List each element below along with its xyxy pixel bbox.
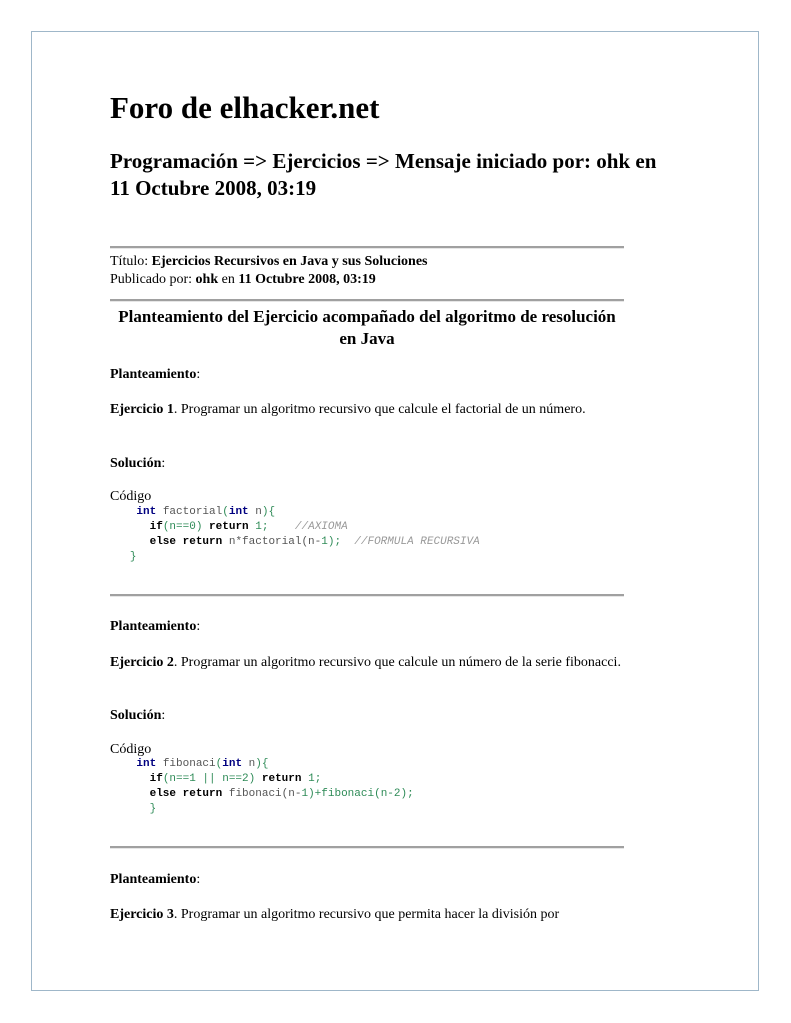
exercise-3-text: Ejercicio 3. Programar un algoritmo recursivo que permita hacer la división por xyxy=(110,907,560,922)
code-block-1: int factorial(int n){ if(n==0) return 1; //AXIOMA else return n*factorial(n-1); //FORMULA RECURSIVA } xyxy=(129,506,480,563)
planteamiento-heading: Planteamiento: xyxy=(110,367,201,382)
exercise-2-name: Ejercicio 2 xyxy=(110,655,174,670)
post-title-value: Ejercicios Recursivos en Java y sus Soluciones xyxy=(151,254,428,269)
solucion-heading: Solución: xyxy=(110,708,166,723)
published-label: Publicado por: xyxy=(110,272,193,287)
post-title-line xyxy=(110,253,427,271)
solucion-heading: Solución: xyxy=(110,456,166,471)
en-label: en xyxy=(221,272,235,287)
post-author-line xyxy=(110,271,376,289)
planteamiento-heading: Planteamiento: xyxy=(110,619,201,634)
divider xyxy=(110,594,624,597)
exercise-1-name: Ejercicio 1 xyxy=(110,402,174,417)
post-title-label: Título: xyxy=(110,254,149,269)
exercise-2-text: Ejercicio 2. Programar un algoritmo recursivo que calcule un número de la serie fibonacci. xyxy=(110,655,621,670)
forum-title: Foro de elhacker.net xyxy=(110,90,380,125)
divider xyxy=(110,846,624,849)
post-date: 11 Octubre 2008, 03:19 xyxy=(238,272,376,287)
exercise-1-text: Ejercicio 1. Programar un algoritmo recursivo que calcule el factorial de un número. xyxy=(110,402,586,417)
breadcrumb: Programación => Ejercicios => Mensaje iniciado por: ohk en 11 Octubre 2008, 03:19 xyxy=(110,149,657,200)
codigo-label: Código xyxy=(110,742,152,757)
exercise-3-name: Ejercicio 3 xyxy=(110,907,174,922)
codigo-label: Código xyxy=(110,489,152,504)
intro-title: Planteamiento del Ejercicio acompañado del algoritmo de resolución en Java xyxy=(118,307,616,348)
planteamiento-heading: Planteamiento: xyxy=(110,872,201,887)
post-author: ohk xyxy=(195,272,219,287)
divider xyxy=(110,299,624,302)
divider xyxy=(110,246,624,249)
code-block-2: int fibonaci(int n){ if(n==1 || n==2) return 1; else return fibonaci(n-1)+fibonaci(n-2); } xyxy=(136,758,414,815)
